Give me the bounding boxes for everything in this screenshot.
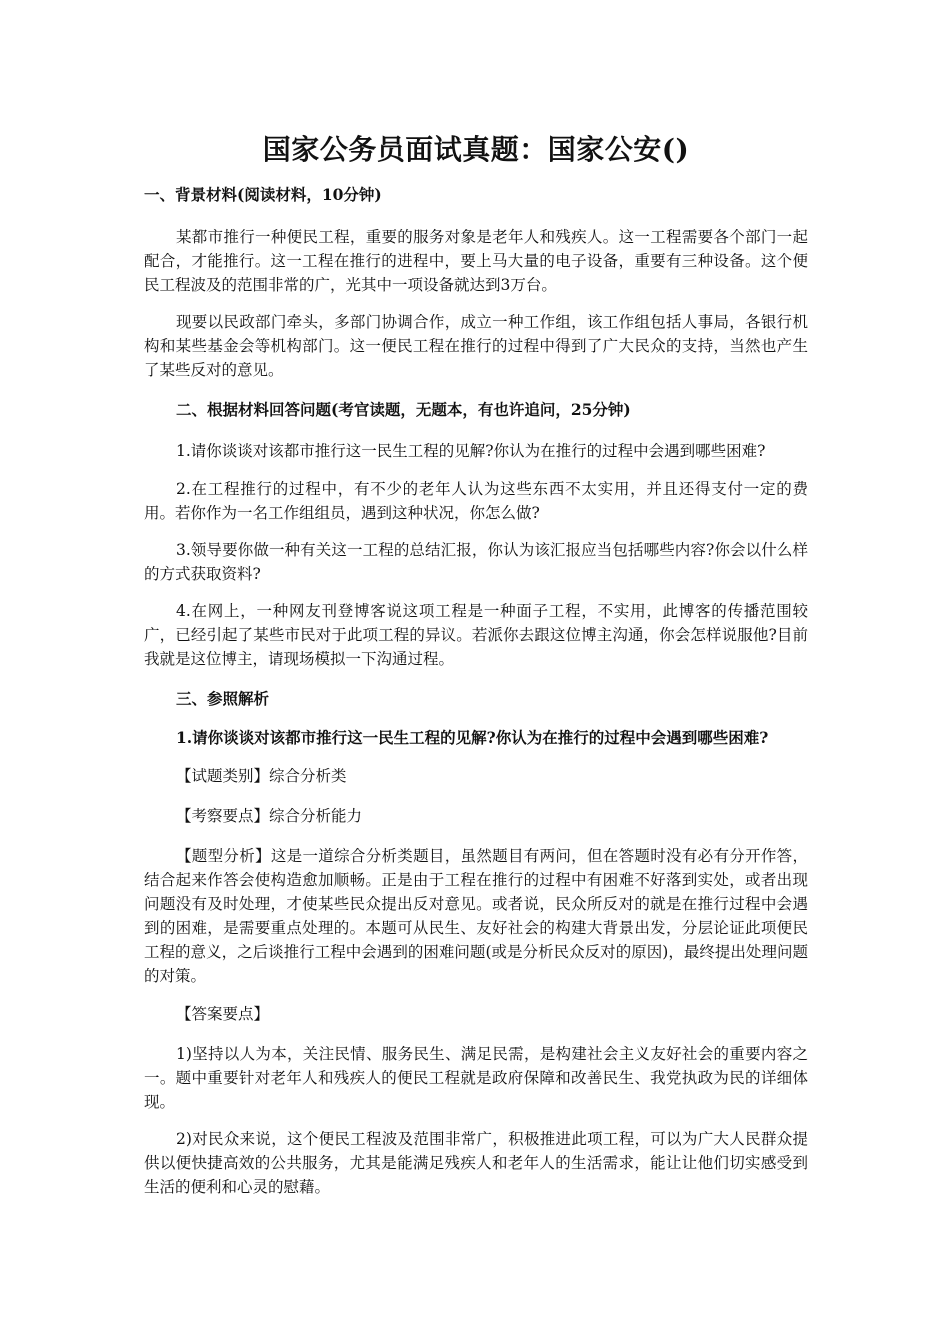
background-paragraph-1: 某都市推行一种便民工程，重要的服务对象是老年人和残疾人。这一工程需要各个部门一起配合，才能推行。这一工程在推行的进程中，要上马大量的电子设备，重要有三种设备。这个便民工程波及的范围非常的广，光其中一项设备就达到3万台。 xyxy=(144,228,808,294)
question-1: 1.请你谈谈对该都市推行这一民生工程的见解?你认为在推行的过程中会遇到哪些困难? xyxy=(176,442,766,460)
question-analysis: 【题型分析】这是一道综合分析类题目，虽然题目有两问，但在答题时没有必有分开作答，结合起来作答会使构造愈加顺畅。正是由于工程在推行的过程中有困难不好落到实处，或者出现问题没有及时处理，才使某些民众提出反对意见。或者说，民众所反对的就是在推行过程中会遇到的困难，是需要重点处理的。本题可从民生、友好社会的构建大背景出发，分层论证此项便民工程的意义，之后谈推行工程中会遇到的困难问题(或是分析民众反对的原因)，最终提出处理问题的对策。 xyxy=(144,847,808,985)
question-focus: 【考察要点】综合分析能力 xyxy=(176,807,363,825)
section-heading-reference: 三、参照解析 xyxy=(176,689,270,708)
section-heading-questions: 二、根据材料回答问题(考官读题，无题本，有也许追问，25分钟) xyxy=(176,400,631,419)
reference-question: 1.请你谈谈对该都市推行这一民生工程的见解?你认为在推行的过程中会遇到哪些困难? xyxy=(176,728,769,747)
answer-point-1: 1)坚持以人为本，关注民情、服务民生、满足民需，是构建社会主义友好社会的重要内容之一。题中重要针对老年人和残疾人的便民工程就是政府保障和改善民生、我党执政为民的详细体现。 xyxy=(144,1045,808,1111)
question-category: 【试题类别】综合分析类 xyxy=(176,767,347,785)
answer-point-2: 2)对民众来说，这个便民工程波及范围非常广，积极推进此项工程，可以为广大人民群众提供以便快捷高效的公共服务，尤其是能满足残疾人和老年人的生活需求，能让让他们切实感受到生活的便利和心灵的慰藉。 xyxy=(144,1130,808,1196)
question-4: 4.在网上，一种网友刊登博客说这项工程是一种面子工程，不实用，此博客的传播范围较广，已经引起了某些市民对于此项工程的异议。若派你去跟这位博主沟通，你会怎样说服他?目前我就是这位博主，请现场模拟一下沟通过程。 xyxy=(144,602,808,668)
section-heading-background: 一、背景材料(阅读材料，10分钟) xyxy=(144,185,382,204)
question-3: 3.领导要你做一种有关这一工程的总结汇报，你认为该汇报应当包括哪些内容?你会以什么样的方式获取资料? xyxy=(144,541,808,583)
answer-label: 【答案要点】 xyxy=(176,1005,270,1023)
question-2: 2.在工程推行的过程中，有不少的老年人认为这些东西不太实用，并且还得支付一定的费用。若你作为一名工作组组员，遇到这种状况，你怎么做? xyxy=(144,480,808,522)
document-body xyxy=(144,128,808,1212)
document-title: 国家公务员面试真题：国家公安() xyxy=(262,133,690,166)
background-paragraph-2: 现要以民政部门牵头，多部门协调合作，成立一种工作组，该工作组包括人事局，各银行机构和某些基金会等机构部门。这一便民工程在推行的过程中得到了广大民众的支持，当然也产生了某些反对的意见。 xyxy=(144,313,808,379)
